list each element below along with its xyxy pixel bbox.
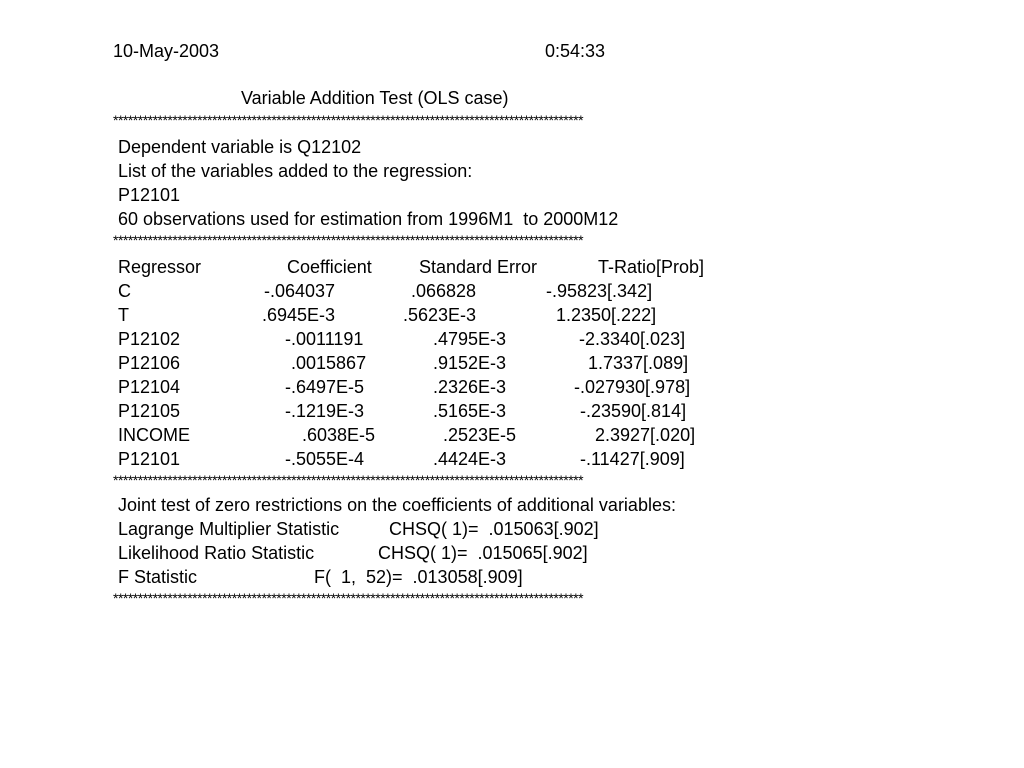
- col-header-standard-error: Standard Error: [419, 257, 538, 277]
- coefficient-value: .0015867: [291, 353, 367, 373]
- regressor-name: P12101: [118, 449, 181, 469]
- separator-3: ***********************************************************************************************: [113, 473, 584, 487]
- regressor-name: P12104: [118, 377, 181, 397]
- std-error-value: .5623E-3: [403, 305, 477, 325]
- report-title: Variable Addition Test (OLS case): [241, 88, 509, 108]
- std-error-value: .9152E-3: [433, 353, 507, 373]
- separator-4: ***********************************************************************************************: [113, 591, 584, 605]
- t-ratio-value: -2.3340[.023]: [579, 329, 686, 349]
- regressor-name: P12106: [118, 353, 181, 373]
- std-error-value: .4795E-3: [433, 329, 507, 349]
- t-ratio-value: -.11427[.909]: [580, 449, 685, 469]
- dependent-variable: Dependent variable is Q12102: [118, 137, 362, 157]
- test-name-f: F Statistic: [118, 567, 198, 587]
- added-variables: P12101: [118, 185, 181, 205]
- test-name-lm: Lagrange Multiplier Statistic: [118, 519, 340, 539]
- col-header-regressor: Regressor: [118, 257, 202, 277]
- separator-2: ***********************************************************************************************: [113, 233, 584, 247]
- regressor-name: C: [118, 281, 131, 301]
- test-stat-lr: CHSQ( 1)= .015065[.902]: [378, 543, 588, 563]
- t-ratio-value: -.95823[.342]: [546, 281, 653, 301]
- added-variables-label: List of the variables added to the regression:: [118, 161, 473, 181]
- observations-note: 60 observations used for estimation from 1996M1 to 2000M12: [118, 209, 619, 229]
- report-time: 0:54:33: [545, 41, 606, 61]
- col-header-coefficient: Coefficient: [287, 257, 372, 277]
- std-error-value: .2523E-5: [443, 425, 517, 445]
- joint-test-heading: Joint test of zero restrictions on the coefficients of additional variables:: [118, 495, 676, 515]
- coefficient-value: -.1219E-3: [285, 401, 365, 421]
- t-ratio-value: 1.7337[.089]: [588, 353, 689, 373]
- separator-1: ***********************************************************************************************: [113, 113, 584, 127]
- std-error-value: .4424E-3: [433, 449, 507, 469]
- std-error-value: .5165E-3: [433, 401, 507, 421]
- regressor-name: P12105: [118, 401, 181, 421]
- coefficient-value: -.6497E-5: [285, 377, 365, 397]
- regressor-name: T: [118, 305, 129, 325]
- coefficient-value: -.5055E-4: [285, 449, 365, 469]
- test-stat-lm: CHSQ( 1)= .015063[.902]: [389, 519, 599, 539]
- coefficient-value: -.0011191: [285, 329, 364, 349]
- std-error-value: .066828: [411, 281, 477, 301]
- test-name-lr: Likelihood Ratio Statistic: [118, 543, 315, 563]
- regressor-name: INCOME: [118, 425, 190, 445]
- coefficient-value: .6038E-5: [302, 425, 376, 445]
- col-header-t-ratio: T-Ratio[Prob]: [598, 257, 705, 277]
- coefficient-value: .6945E-3: [262, 305, 336, 325]
- coefficient-value: -.064037: [264, 281, 336, 301]
- report-date: 10-May-2003: [113, 41, 220, 61]
- t-ratio-value: 2.3927[.020]: [595, 425, 696, 445]
- t-ratio-value: 1.2350[.222]: [556, 305, 657, 325]
- regressor-name: P12102: [118, 329, 181, 349]
- std-error-value: .2326E-3: [433, 377, 507, 397]
- t-ratio-value: -.027930[.978]: [574, 377, 691, 397]
- t-ratio-value: -.23590[.814]: [580, 401, 687, 421]
- test-stat-f: F( 1, 52)= .013058[.909]: [314, 567, 523, 587]
